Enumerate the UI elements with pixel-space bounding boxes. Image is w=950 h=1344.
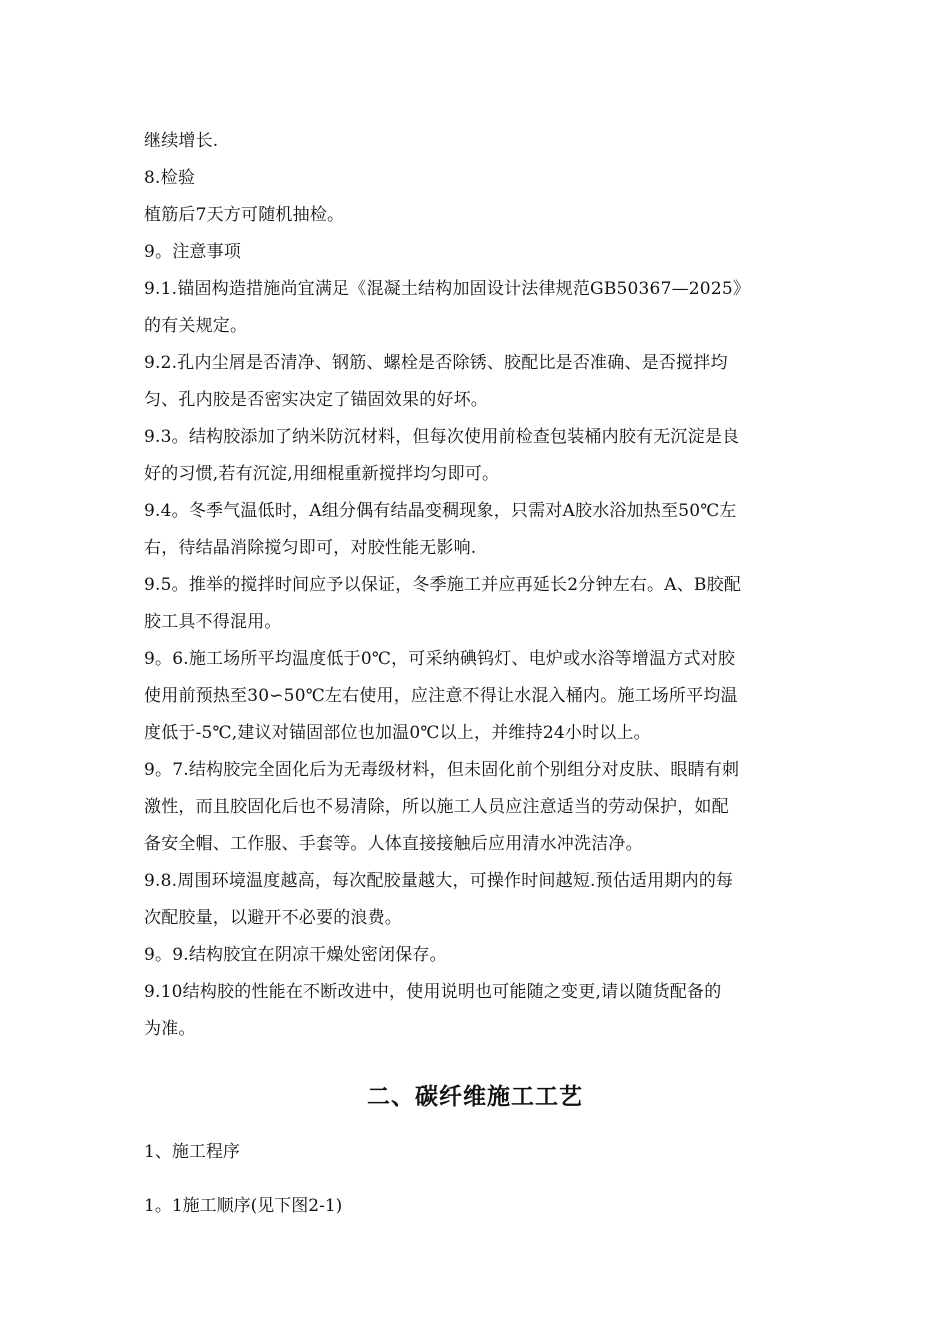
subheading-sequence: 1。1施工顺序(见下图2-1) bbox=[144, 1196, 343, 1216]
text-line: 9。6.施工场所平均温度低于0℃，可采纳碘钨灯、电炉或水浴等增温方式对胶 bbox=[144, 649, 736, 669]
text-line: 胶工具不得混用。 bbox=[144, 612, 282, 632]
text-line: 植筋后7天方可随机抽检。 bbox=[144, 205, 345, 225]
text-line: 9。9.结构胶宜在阴凉干燥处密闭保存。 bbox=[144, 945, 447, 965]
text-line: 次配胶量，以避开不必要的浪费。 bbox=[144, 908, 402, 928]
text-line: 9。7.结构胶完全固化后为无毒级材料，但未固化前个别组分对皮肤、眼睛有刺 bbox=[144, 760, 740, 780]
text-line: 9.3。结构胶添加了纳米防沉材料，但每次使用前检查包装桶内胶有无沉淀是良 bbox=[144, 427, 740, 447]
text-line: 9.8.周围环境温度越高，每次配胶量越大，可操作时间越短.预估适用期内的每 bbox=[144, 871, 734, 891]
text-line: 为准。 bbox=[144, 1019, 196, 1039]
text-line: 9.1.锚固构造措施尚宜满足《混凝土结构加固设计法律规范GB50367—2025》 bbox=[144, 279, 751, 299]
heading-notes: 9。注意事项 bbox=[144, 242, 242, 262]
text-line: 备安全帽、工作服、手套等。人体直接接触后应用清水冲洗洁净。 bbox=[144, 834, 643, 854]
text-line: 9.2.孔内尘屑是否清净、钢筋、螺栓是否除锈、胶配比是否准确、是否搅拌均 bbox=[144, 353, 728, 373]
text-line: 使用前预热至30∽50℃左右使用，应注意不得让水混入桶内。施工场所平均温 bbox=[144, 686, 738, 706]
text-line: 9.4。冬季气温低时，A组分偶有结晶变稠现象，只需对A胶水浴加热至50℃左 bbox=[144, 501, 737, 521]
text-line: 好的习惯,若有沉淀,用细棍重新搅拌均匀即可。 bbox=[144, 464, 500, 484]
heading-inspection: 8.检验 bbox=[144, 168, 196, 188]
text-line: 匀、孔内胶是否密实决定了锚固效果的好坏。 bbox=[144, 390, 488, 410]
text-line: 右，待结晶消除搅匀即可，对胶性能无影响. bbox=[144, 538, 477, 558]
subheading-procedure: 1、施工程序 bbox=[144, 1142, 240, 1162]
body-text bbox=[144, 123, 810, 1048]
text-line: 激性，而且胶固化后也不易清除，所以施工人员应注意适当的劳动保护，如配 bbox=[144, 797, 729, 817]
text-line: 的有关规定。 bbox=[144, 316, 248, 336]
text-line: 继续增长. bbox=[144, 131, 219, 151]
section-title: 二、碳纤维施工工艺 bbox=[367, 1084, 583, 1110]
text-line: 9.10结构胶的性能在不断改进中，使用说明也可能随之变更,请以随货配备的 bbox=[144, 982, 722, 1002]
text-line: 9.5。推举的搅拌时间应予以保证，冬季施工并应再延长2分钟左右。A、B胶配 bbox=[144, 575, 742, 595]
text-line: 度低于-5℃,建议对锚固部位也加温0℃以上，并维持24小时以上。 bbox=[144, 723, 651, 743]
